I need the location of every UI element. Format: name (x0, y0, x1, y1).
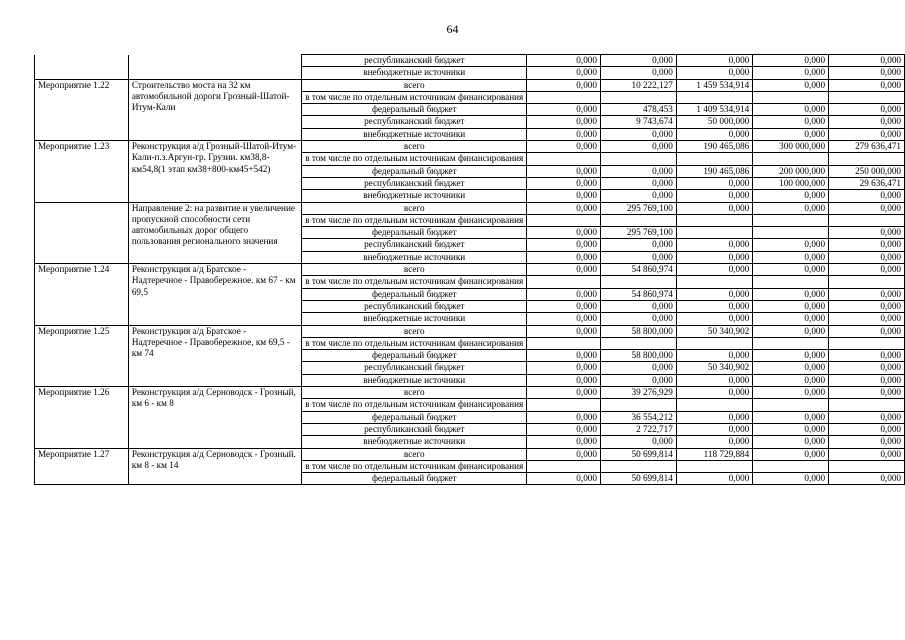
year-5-value: 0,000 (829, 227, 905, 239)
year-1-value: 0,000 (527, 227, 601, 239)
year-5-value: 0,000 (829, 387, 905, 399)
year-5-value: 0,000 (829, 79, 905, 91)
funding-source: в том числе по отдельным источникам финансирования (302, 337, 527, 349)
funding-source: республиканский бюджет (302, 300, 527, 312)
year-5-value: 0,000 (829, 473, 905, 485)
activity-name: Реконструкция а/д Серноводск - Грозный, км 6 - км 8 (128, 387, 301, 448)
year-5-value (829, 399, 905, 411)
year-5-value: 279 636,471 (829, 141, 905, 153)
year-1-value: 0,000 (527, 251, 601, 263)
table-row (35, 55, 905, 67)
year-3-value: 0,000 (676, 251, 752, 263)
year-1-value (527, 153, 601, 165)
activity-id (35, 202, 129, 263)
funding-source: внебюджетные источники (302, 436, 527, 448)
year-4-value: 0,000 (753, 387, 829, 399)
year-1-value: 0,000 (527, 288, 601, 300)
year-5-value: 0,000 (829, 288, 905, 300)
year-2-value: 0,000 (600, 313, 676, 325)
year-3-value (676, 337, 752, 349)
year-4-value: 0,000 (753, 423, 829, 435)
year-4-value: 0,000 (753, 67, 829, 79)
year-4-value (753, 91, 829, 103)
year-5-value (829, 337, 905, 349)
activity-name: Реконструкция а/д Грозный-Шатой-Итум-Кали-п.з.Аргун-гр. Грузии. км38,8-км54,8(1 этап км38+800-км45+542) (128, 141, 301, 202)
year-1-value: 0,000 (527, 436, 601, 448)
year-2-value (600, 153, 676, 165)
year-4-value: 0,000 (753, 251, 829, 263)
year-3-value: 0,000 (676, 411, 752, 423)
year-5-value (829, 460, 905, 472)
table-row (35, 79, 905, 91)
year-3-value: 0,000 (676, 350, 752, 362)
table-row (35, 448, 905, 460)
funding-source: в том числе по отдельным источникам финансирования (302, 460, 527, 472)
funding-source: федеральный бюджет (302, 411, 527, 423)
year-1-value: 0,000 (527, 350, 601, 362)
year-5-value: 0,000 (829, 239, 905, 251)
year-2-value: 295 769,100 (600, 227, 676, 239)
year-5-value: 0,000 (829, 251, 905, 263)
funding-table-body (35, 55, 905, 485)
year-2-value: 50 699,814 (600, 448, 676, 460)
year-1-value: 0,000 (527, 177, 601, 189)
year-3-value: 118 729,884 (676, 448, 752, 460)
year-1-value: 0,000 (527, 104, 601, 116)
year-4-value: 0,000 (753, 116, 829, 128)
year-1-value: 0,000 (527, 473, 601, 485)
year-3-value: 0,000 (676, 436, 752, 448)
year-5-value: 0,000 (829, 116, 905, 128)
year-4-value: 0,000 (753, 79, 829, 91)
year-2-value: 58 800,000 (600, 325, 676, 337)
year-3-value: 0,000 (676, 55, 752, 67)
table-row (35, 387, 905, 399)
year-3-value: 0,000 (676, 387, 752, 399)
year-1-value: 0,000 (527, 313, 601, 325)
year-2-value: 58 800,000 (600, 350, 676, 362)
funding-source: внебюджетные источники (302, 374, 527, 386)
year-3-value (676, 91, 752, 103)
year-4-value: 0,000 (753, 473, 829, 485)
year-4-value: 200 000,000 (753, 165, 829, 177)
year-5-value: 0,000 (829, 67, 905, 79)
year-4-value: 0,000 (753, 239, 829, 251)
funding-source: всего (302, 387, 527, 399)
year-5-value: 0,000 (829, 264, 905, 276)
year-2-value: 9 743,674 (600, 116, 676, 128)
year-4-value: 0,000 (753, 202, 829, 214)
year-5-value: 0,000 (829, 374, 905, 386)
year-3-value: 50 340,902 (676, 325, 752, 337)
year-5-value: 0,000 (829, 128, 905, 140)
year-3-value: 0,000 (676, 239, 752, 251)
year-1-value (527, 276, 601, 288)
year-5-value (829, 276, 905, 288)
year-3-value: 50 000,000 (676, 116, 752, 128)
funding-source: в том числе по отдельным источникам финансирования (302, 153, 527, 165)
year-3-value: 0,000 (676, 374, 752, 386)
year-5-value: 250 000,000 (829, 165, 905, 177)
year-1-value: 0,000 (527, 362, 601, 374)
year-1-value: 0,000 (527, 116, 601, 128)
funding-source: в том числе по отдельным источникам финансирования (302, 399, 527, 411)
year-2-value: 0,000 (600, 67, 676, 79)
page-number: 64 (446, 22, 459, 36)
year-1-value (527, 214, 601, 226)
year-1-value: 0,000 (527, 374, 601, 386)
year-2-value: 295 769,100 (600, 202, 676, 214)
year-3-value: 50 340,902 (676, 362, 752, 374)
year-4-value: 0,000 (753, 128, 829, 140)
funding-source: республиканский бюджет (302, 362, 527, 374)
year-2-value: 54 860,974 (600, 264, 676, 276)
year-4-value: 300 000,000 (753, 141, 829, 153)
year-4-value: 0,000 (753, 350, 829, 362)
table-row (35, 325, 905, 337)
year-3-value: 0,000 (676, 423, 752, 435)
year-5-value: 0,000 (829, 300, 905, 312)
year-2-value (600, 337, 676, 349)
year-4-value: 0,000 (753, 374, 829, 386)
year-4-value: 0,000 (753, 288, 829, 300)
year-2-value: 50 699,814 (600, 473, 676, 485)
year-1-value (527, 91, 601, 103)
year-3-value: 0,000 (676, 264, 752, 276)
activity-id: Мероприятие 1.25 (35, 325, 129, 386)
year-4-value: 0,000 (753, 55, 829, 67)
funding-table (34, 54, 905, 485)
year-4-value (753, 399, 829, 411)
year-1-value: 0,000 (527, 190, 601, 202)
year-2-value: 39 276,929 (600, 387, 676, 399)
year-1-value: 0,000 (527, 325, 601, 337)
year-4-value (753, 214, 829, 226)
activity-id: Мероприятие 1.22 (35, 79, 129, 140)
funding-source: всего (302, 141, 527, 153)
year-5-value: 29 636,471 (829, 177, 905, 189)
year-2-value: 0,000 (600, 251, 676, 263)
year-3-value (676, 399, 752, 411)
year-1-value: 0,000 (527, 448, 601, 460)
funding-source: внебюджетные источники (302, 251, 527, 263)
year-2-value: 2 722,717 (600, 423, 676, 435)
year-5-value: 0,000 (829, 423, 905, 435)
year-1-value: 0,000 (527, 55, 601, 67)
activity-id: Мероприятие 1.26 (35, 387, 129, 448)
year-2-value: 0,000 (600, 177, 676, 189)
funding-source: федеральный бюджет (302, 350, 527, 362)
year-3-value: 0,000 (676, 67, 752, 79)
funding-source: федеральный бюджет (302, 104, 527, 116)
activity-id: Мероприятие 1.24 (35, 264, 129, 325)
funding-source: всего (302, 202, 527, 214)
year-3-value: 0,000 (676, 128, 752, 140)
year-2-value: 0,000 (600, 55, 676, 67)
year-4-value: 0,000 (753, 190, 829, 202)
year-3-value (676, 153, 752, 165)
year-4-value (753, 337, 829, 349)
year-3-value: 0,000 (676, 177, 752, 189)
year-1-value: 0,000 (527, 202, 601, 214)
year-5-value (829, 153, 905, 165)
activity-name: Направление 2: на развитие и увеличение пропускной способности сети автомобильных дорог общего пользования регионального значения (128, 202, 301, 263)
year-4-value: 0,000 (753, 264, 829, 276)
funding-source: внебюджетные источники (302, 190, 527, 202)
year-2-value (600, 214, 676, 226)
table-row (35, 141, 905, 153)
funding-source: республиканский бюджет (302, 116, 527, 128)
year-4-value: 0,000 (753, 362, 829, 374)
year-1-value: 0,000 (527, 264, 601, 276)
year-2-value: 0,000 (600, 300, 676, 312)
year-2-value: 478,453 (600, 104, 676, 116)
year-4-value: 0,000 (753, 411, 829, 423)
funding-source: республиканский бюджет (302, 177, 527, 189)
year-2-value (600, 399, 676, 411)
funding-source: всего (302, 325, 527, 337)
activity-name: Реконструкция а/д Братское - Надтеречное - Правобережное. км 67 - км 69,5 (128, 264, 301, 325)
year-5-value (829, 91, 905, 103)
activity-id: Мероприятие 1.27 (35, 448, 129, 485)
year-2-value: 54 860,974 (600, 288, 676, 300)
funding-source: внебюджетные источники (302, 313, 527, 325)
year-5-value (829, 214, 905, 226)
funding-source: в том числе по отдельным источникам финансирования (302, 214, 527, 226)
year-2-value: 0,000 (600, 190, 676, 202)
year-5-value: 0,000 (829, 362, 905, 374)
year-1-value: 0,000 (527, 67, 601, 79)
year-5-value: 0,000 (829, 55, 905, 67)
year-4-value (753, 460, 829, 472)
year-5-value: 0,000 (829, 411, 905, 423)
funding-source: федеральный бюджет (302, 473, 527, 485)
year-5-value: 0,000 (829, 202, 905, 214)
year-2-value: 36 554,212 (600, 411, 676, 423)
funding-source: всего (302, 448, 527, 460)
year-1-value: 0,000 (527, 79, 601, 91)
year-2-value (600, 91, 676, 103)
activity-id: Мероприятие 1.23 (35, 141, 129, 202)
year-4-value (753, 276, 829, 288)
funding-source: всего (302, 79, 527, 91)
year-4-value: 0,000 (753, 436, 829, 448)
funding-source: федеральный бюджет (302, 288, 527, 300)
year-1-value (527, 337, 601, 349)
activity-name: Реконструкция а/д Братское - Надтеречное - Правобережное, км 69,5 - км 74 (128, 325, 301, 386)
year-4-value: 100 000,000 (753, 177, 829, 189)
funding-source: республиканский бюджет (302, 239, 527, 251)
year-2-value: 10 222,127 (600, 79, 676, 91)
year-1-value: 0,000 (527, 141, 601, 153)
year-2-value: 0,000 (600, 436, 676, 448)
funding-source: федеральный бюджет (302, 165, 527, 177)
year-3-value: 0,000 (676, 313, 752, 325)
year-2-value: 0,000 (600, 141, 676, 153)
year-4-value (753, 227, 829, 239)
year-2-value: 0,000 (600, 239, 676, 251)
year-1-value (527, 399, 601, 411)
funding-source: республиканский бюджет (302, 55, 527, 67)
funding-source: в том числе по отдельным источникам финансирования (302, 91, 527, 103)
funding-source: внебюджетные источники (302, 67, 527, 79)
year-3-value: 0,000 (676, 190, 752, 202)
year-1-value: 0,000 (527, 411, 601, 423)
table-row (35, 202, 905, 214)
year-2-value: 0,000 (600, 362, 676, 374)
year-3-value (676, 276, 752, 288)
year-2-value: 0,000 (600, 128, 676, 140)
year-5-value: 0,000 (829, 104, 905, 116)
year-1-value: 0,000 (527, 423, 601, 435)
year-4-value: 0,000 (753, 448, 829, 460)
activity-name: Реконструкция а/д Серноводск - Грозный. км 8 - км 14 (128, 448, 301, 485)
year-2-value (600, 460, 676, 472)
year-3-value (676, 460, 752, 472)
year-4-value: 0,000 (753, 104, 829, 116)
year-2-value: 0,000 (600, 165, 676, 177)
year-1-value: 0,000 (527, 300, 601, 312)
year-3-value (676, 227, 752, 239)
year-5-value: 0,000 (829, 313, 905, 325)
year-3-value: 0,000 (676, 300, 752, 312)
year-3-value (676, 214, 752, 226)
activity-name (128, 55, 301, 80)
funding-source: внебюджетные источники (302, 128, 527, 140)
year-2-value: 0,000 (600, 374, 676, 386)
year-3-value: 190 465,086 (676, 165, 752, 177)
year-1-value: 0,000 (527, 128, 601, 140)
year-4-value: 0,000 (753, 325, 829, 337)
table-row (35, 264, 905, 276)
activity-name: Строительство моста на 32 км автомобильной дороги Грозный-Шатой-Итум-Кали (128, 79, 301, 140)
year-1-value: 0,000 (527, 239, 601, 251)
year-1-value: 0,000 (527, 165, 601, 177)
year-5-value: 0,000 (829, 190, 905, 202)
year-4-value: 0,000 (753, 313, 829, 325)
year-3-value: 1 459 534,914 (676, 79, 752, 91)
year-4-value (753, 153, 829, 165)
activity-id (35, 55, 129, 80)
year-3-value: 1 409 534,914 (676, 104, 752, 116)
year-5-value: 0,000 (829, 436, 905, 448)
year-5-value: 0,000 (829, 325, 905, 337)
year-3-value: 0,000 (676, 202, 752, 214)
funding-source: всего (302, 264, 527, 276)
year-1-value (527, 460, 601, 472)
year-3-value: 0,000 (676, 473, 752, 485)
year-3-value: 0,000 (676, 288, 752, 300)
funding-source: республиканский бюджет (302, 423, 527, 435)
funding-source: в том числе по отдельным источникам финансирования (302, 276, 527, 288)
year-1-value: 0,000 (527, 387, 601, 399)
funding-source: федеральный бюджет (302, 227, 527, 239)
year-2-value (600, 276, 676, 288)
year-4-value: 0,000 (753, 300, 829, 312)
year-5-value: 0,000 (829, 350, 905, 362)
year-3-value: 190 465,086 (676, 141, 752, 153)
year-5-value: 0,000 (829, 448, 905, 460)
